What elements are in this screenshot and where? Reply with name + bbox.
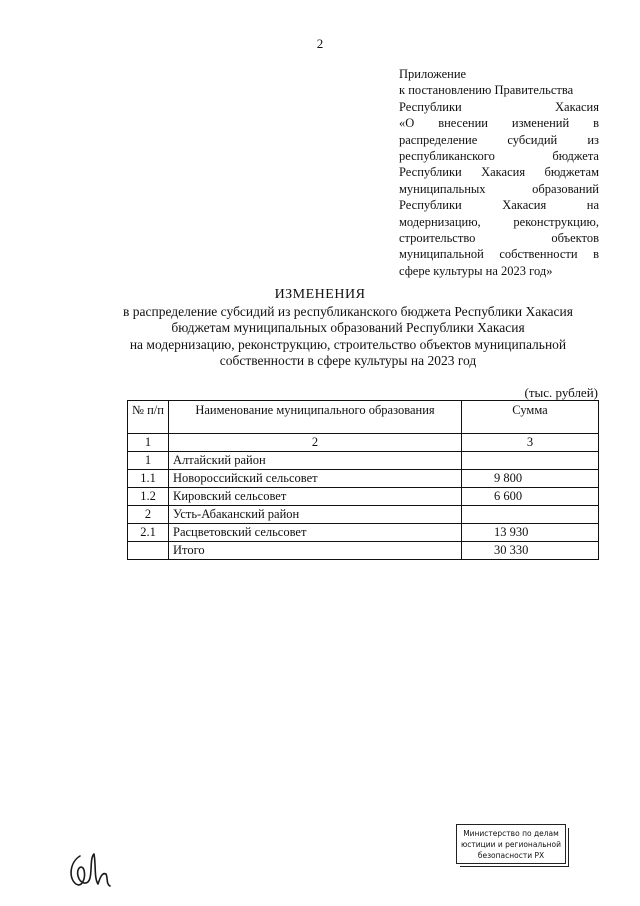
row-num: 1.2 [128,488,169,506]
column-number: 3 [462,434,599,452]
appendix-line: Приложение [399,67,467,81]
unit-note: (тыс. рублей) [524,385,598,400]
row-name: Усть-Абаканский район [169,506,462,524]
row-num: 1.1 [128,470,169,488]
table-row [128,506,599,524]
row-sum: 9 800 [462,470,599,488]
appendix-line: модернизацию, реконструкцию, [399,214,599,229]
table-row [128,524,599,542]
header-sum: Сумма [462,401,599,434]
appendix-block [399,66,599,279]
row-num: 1 [128,452,169,470]
table-row [128,488,599,506]
appendix-line: строительство объектов [399,231,599,246]
subtitle-line: на модернизацию, реконструкцию, строительство объектов муниципальной [129,336,567,352]
stamp-line: безопасности РХ [477,851,545,860]
subsidy-table [127,400,599,560]
appendix-line: муниципальной собственности в [399,247,599,262]
document-subtitle [96,304,600,370]
table-row [128,452,599,470]
row-name: Итого [169,542,462,560]
row-sum: 30 330 [462,542,599,560]
table-header-row [128,401,599,434]
header-num: № п/п [128,401,169,434]
appendix-line: республиканского бюджета [399,149,599,164]
row-name: Кировский сельсовет [169,488,462,506]
row-name: Расцветовский сельсовет [169,524,462,542]
row-num: 2.1 [128,524,169,542]
signature-mark [66,848,116,892]
appendix-line: Республики Хакасия на [399,198,599,213]
subtitle-line: в распределение субсидий из республиканского бюджета Республики Хакасия [123,304,573,319]
row-sum [462,506,599,524]
table-row [128,470,599,488]
appendix-line: «О внесении изменений в [399,116,599,131]
appendix-line: муниципальных образований [399,181,599,196]
appendix-line: Республики Хакасия [399,99,599,114]
document-title: ИЗМЕНЕНИЯ [274,287,366,302]
stamp-line: Министерство по делам [463,829,559,838]
row-num [128,542,169,560]
appendix-line: распределение субсидий из [399,132,599,147]
appendix-line: сфере культуры на 2023 год» [399,263,553,278]
row-name: Алтайский район [169,452,462,470]
subtitle-line: бюджетам муниципальных образований Республики Хакасия [171,320,525,336]
column-number: 1 [128,434,169,452]
column-number: 2 [169,434,462,452]
stamp-line: юстиции и региональной [460,840,562,849]
header-name: Наименование муниципального образования [169,401,462,434]
row-num: 2 [128,506,169,524]
ministry-stamp [456,824,566,864]
table-total-row [128,542,599,560]
subtitle-line: собственности в сфере культуры на 2023 год [219,353,477,369]
row-sum: 6 600 [462,488,599,506]
appendix-line: к постановлению Правительства [399,83,574,98]
row-name: Новороссийский сельсовет [169,470,462,488]
page-number: 2 [316,36,324,51]
row-sum: 13 930 [462,524,599,542]
row-sum [462,452,599,470]
appendix-line: Республики Хакасия бюджетам [399,165,599,180]
column-number-row [128,434,599,452]
